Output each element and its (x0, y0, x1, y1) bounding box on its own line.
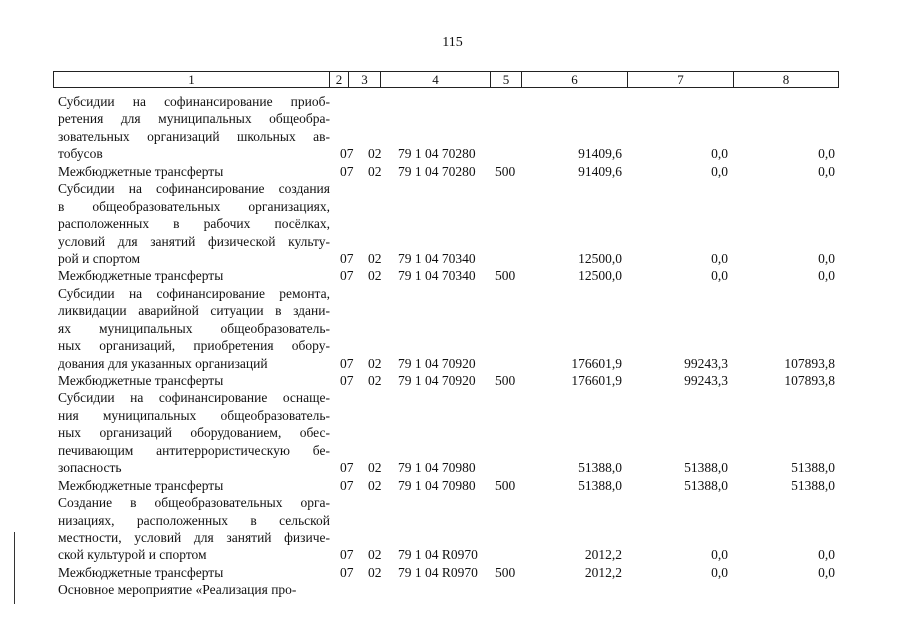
cell-c3: 02 (368, 163, 382, 179)
row-description: ния муниципальных общеобразователь- (58, 407, 330, 423)
cell-c6: 51388,0 (578, 460, 622, 476)
cell-c2: 07 (340, 250, 354, 266)
cell-c4: 79 1 04 70980 (398, 460, 476, 476)
row-line (0, 267, 905, 284)
cell-c5: 500 (495, 477, 516, 493)
row-line (0, 163, 905, 180)
cell-c8: 107893,8 (784, 373, 835, 388)
margin-mark (14, 532, 15, 604)
row-description: ской культурой и спортом (58, 547, 207, 563)
row-line (0, 93, 905, 110)
row-line (0, 372, 905, 389)
cell-c3: 02 (368, 250, 382, 266)
row-line (0, 407, 905, 424)
cell-c6: 176601,9 (571, 373, 622, 388)
cell-c3: 02 (368, 146, 382, 162)
cell-c3: 02 (368, 373, 382, 388)
row-line (0, 233, 905, 250)
row-description: Субсидии на софинансирование оснаще- (58, 390, 330, 406)
cell-c3: 02 (368, 477, 382, 493)
table-row (0, 389, 905, 476)
cell-c7: 99243,3 (684, 373, 728, 388)
cell-c8: 0,0 (818, 547, 835, 563)
table-row (0, 494, 905, 564)
cell-c2: 07 (340, 564, 354, 580)
table-body (0, 93, 905, 599)
row-line (0, 564, 905, 581)
cell-c5: 500 (495, 564, 516, 580)
row-line (0, 355, 905, 372)
cell-c4: 79 1 04 R0970 (398, 547, 478, 563)
cell-c3: 02 (368, 564, 382, 580)
row-description: ных организаций оборудованием, обес- (58, 425, 330, 441)
header-col-3: 3 (348, 71, 381, 88)
cell-c4: 79 1 04 70280 (398, 163, 476, 179)
header-col-7: 7 (627, 71, 734, 88)
row-description: Межбюджетные трансферты (58, 268, 224, 284)
row-description: низациях, расположенных в сельской (58, 512, 330, 528)
cell-c6: 12500,0 (578, 268, 622, 284)
row-description: рой и спортом (58, 250, 140, 266)
cell-c7: 0,0 (711, 547, 728, 563)
cell-c6: 2012,2 (584, 547, 622, 563)
cell-c2: 07 (340, 355, 354, 371)
cell-c7: 51388,0 (684, 460, 728, 476)
header-col-6: 6 (521, 71, 628, 88)
row-line (0, 302, 905, 319)
cell-c8: 0,0 (818, 163, 835, 179)
cell-c8: 0,0 (818, 146, 835, 162)
row-description: Субсидии на софинансирование приоб- (58, 94, 330, 109)
row-line (0, 424, 905, 441)
row-description: условий для занятий физической культу- (58, 233, 330, 249)
cell-c7: 0,0 (711, 163, 728, 179)
cell-c6: 2012,2 (584, 564, 622, 580)
row-line (0, 512, 905, 529)
row-line (0, 180, 905, 197)
row-description: зовательных организаций школьных ав- (58, 128, 330, 144)
header-col-4: 4 (380, 71, 491, 88)
cell-c2: 07 (340, 373, 354, 388)
cell-c2: 07 (340, 146, 354, 162)
cell-c7: 0,0 (711, 268, 728, 284)
cell-c3: 02 (368, 355, 382, 371)
row-line (0, 145, 905, 162)
row-line (0, 546, 905, 563)
cell-c3: 02 (368, 460, 382, 476)
cell-c8: 0,0 (818, 268, 835, 284)
row-description: ях муниципальных общеобразователь- (58, 320, 330, 336)
cell-c6: 91409,6 (578, 163, 622, 179)
cell-c7: 51388,0 (684, 477, 728, 493)
cell-c6: 91409,6 (578, 146, 622, 162)
cell-c8: 51388,0 (791, 460, 835, 476)
cell-c4: 79 1 04 70280 (398, 146, 476, 162)
cell-c6: 176601,9 (571, 355, 622, 371)
row-description: в общеобразовательных организациях, (58, 198, 330, 214)
cell-c4: 79 1 04 R0970 (398, 564, 478, 580)
row-description: ликвидации аварийной ситуации в здани- (58, 303, 330, 319)
row-line (0, 459, 905, 476)
row-line (0, 215, 905, 232)
cell-c4: 79 1 04 70920 (398, 355, 476, 371)
row-description: ных организаций, приобретения обору- (58, 338, 330, 354)
table-row (0, 581, 905, 598)
cell-c7: 0,0 (711, 250, 728, 266)
cell-c8: 107893,8 (784, 355, 835, 371)
row-description: Межбюджетные трансферты (58, 373, 224, 388)
row-line (0, 198, 905, 215)
row-description: ретения для муниципальных общеобра- (58, 111, 330, 127)
row-description: тобусов (58, 146, 103, 162)
cell-c3: 02 (368, 547, 382, 563)
cell-c8: 0,0 (818, 564, 835, 580)
cell-c3: 02 (368, 268, 382, 284)
row-line (0, 581, 905, 598)
cell-c2: 07 (340, 268, 354, 284)
table-row (0, 564, 905, 581)
row-line (0, 285, 905, 302)
cell-c4: 79 1 04 70920 (398, 373, 476, 388)
header-col-1: 1 (53, 71, 330, 88)
row-line (0, 477, 905, 494)
row-line (0, 442, 905, 459)
cell-c4: 79 1 04 70340 (398, 250, 476, 266)
row-line (0, 494, 905, 511)
cell-c2: 07 (340, 163, 354, 179)
table-row (0, 163, 905, 180)
header-col-8: 8 (733, 71, 839, 88)
cell-c5: 500 (495, 373, 516, 388)
cell-c4: 79 1 04 70340 (398, 268, 476, 284)
table-row (0, 180, 905, 267)
cell-c5: 500 (495, 163, 516, 179)
row-description: Субсидии на софинансирование создания (58, 181, 330, 197)
row-line (0, 337, 905, 354)
table-row (0, 93, 905, 163)
cell-c6: 12500,0 (578, 250, 622, 266)
cell-c7: 0,0 (711, 564, 728, 580)
cell-c6: 51388,0 (578, 477, 622, 493)
header-col-2: 2 (329, 71, 349, 88)
row-line (0, 110, 905, 127)
cell-c8: 0,0 (818, 250, 835, 266)
table-row (0, 285, 905, 372)
table-row (0, 477, 905, 494)
cell-c8: 51388,0 (791, 477, 835, 493)
row-description: Субсидии на софинансирование ремонта, (58, 285, 330, 301)
cell-c5: 500 (495, 268, 516, 284)
row-description: дования для указанных организаций (58, 355, 268, 371)
table-header (53, 71, 839, 88)
row-line (0, 320, 905, 337)
row-description: зопасность (58, 460, 122, 476)
cell-c2: 07 (340, 547, 354, 563)
table-row (0, 267, 905, 284)
row-line (0, 250, 905, 267)
row-description: Создание в общеобразовательных орга- (58, 495, 330, 511)
row-line (0, 529, 905, 546)
page-number: 115 (442, 35, 463, 50)
row-description: местности, условий для занятий физиче- (58, 529, 330, 545)
row-description: Межбюджетные трансферты (58, 564, 224, 580)
row-line (0, 389, 905, 406)
row-description: Межбюджетные трансферты (58, 163, 224, 179)
cell-c2: 07 (340, 460, 354, 476)
cell-c7: 0,0 (711, 146, 728, 162)
row-description: Основное мероприятие «Реализация про- (58, 582, 297, 598)
table-row (0, 372, 905, 389)
row-description: печивающим антитеррористическую бе- (58, 442, 330, 458)
cell-c7: 99243,3 (684, 355, 728, 371)
row-description: расположенных в рабочих посёлках, (58, 216, 330, 232)
header-col-5: 5 (490, 71, 522, 88)
cell-c2: 07 (340, 477, 354, 493)
row-description: Межбюджетные трансферты (58, 477, 224, 493)
row-line (0, 128, 905, 145)
cell-c4: 79 1 04 70980 (398, 477, 476, 493)
